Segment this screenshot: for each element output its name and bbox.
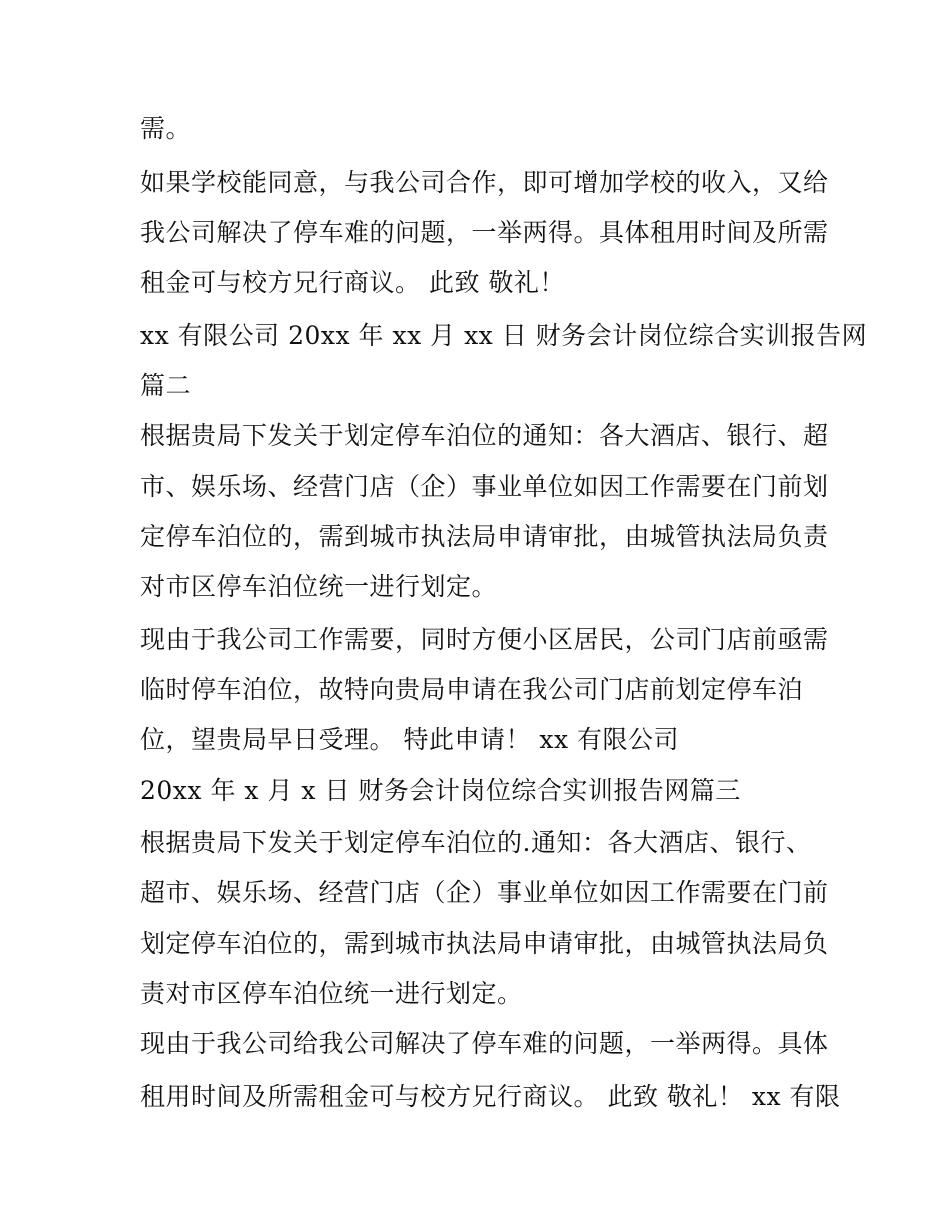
text-line: 需。 xyxy=(140,114,192,143)
text-line: 定停车泊位的，需到城市执法局申请审批，由城管执法局负责 xyxy=(140,522,829,551)
text-line: 现由于我公司给我公司解决了停车难的问题，一举两得。具体 xyxy=(140,1029,829,1058)
text-line: 如果学校能同意，与我公司合作，即可增加学校的收入，又给 xyxy=(140,168,829,197)
text-line: 划定停车泊位的，需到城市执法局申请审批，由城管执法局负 xyxy=(140,929,829,958)
text-line: 根据贵局下发关于划定停车泊位的.通知：各大酒店、银行、 xyxy=(140,828,812,857)
text-line: 责对市区停车泊位统一进行划定。 xyxy=(140,979,523,1008)
text-line: 对市区停车泊位统一进行划定。 xyxy=(140,572,498,601)
text-line: 临时停车泊位，故特向贵局申请在我公司门店前划定停车泊 xyxy=(140,675,804,704)
text-line: 根据贵局下发关于划定停车泊位的通知：各大酒店、银行、超 xyxy=(140,421,829,450)
text-line: 超市、娱乐场、经营门店（企）事业单位如因工作需要在门前 xyxy=(140,878,829,907)
text-line: 位，望贵局早日受理。 特此申请！ xx 有限公司 xyxy=(140,725,680,754)
text-line: 市、娱乐场、经营门店（企）事业单位如因工作需要在门前划 xyxy=(140,472,829,501)
text-line: 20xx 年 x 月 x 日 财务会计岗位综合实训报告网篇三 xyxy=(140,776,741,805)
text-line: 租金可与校方兄行商议。 此致 敬礼！ xyxy=(140,268,565,297)
text-line: xx 有限公司 20xx 年 xx 月 xx 日 财务会计岗位综合实训报告网 xyxy=(140,321,868,350)
text-line: 我公司解决了停车难的问题，一举两得。具体租用时间及所需 xyxy=(140,218,829,247)
text-line: 租用时间及所需租金可与校方兄行商议。 此致 敬礼！ xx 有限 xyxy=(140,1082,841,1111)
text-line: 现由于我公司工作需要，同时方便小区居民，公司门店前亟需 xyxy=(140,625,829,654)
text-line: 篇二 xyxy=(140,371,192,400)
